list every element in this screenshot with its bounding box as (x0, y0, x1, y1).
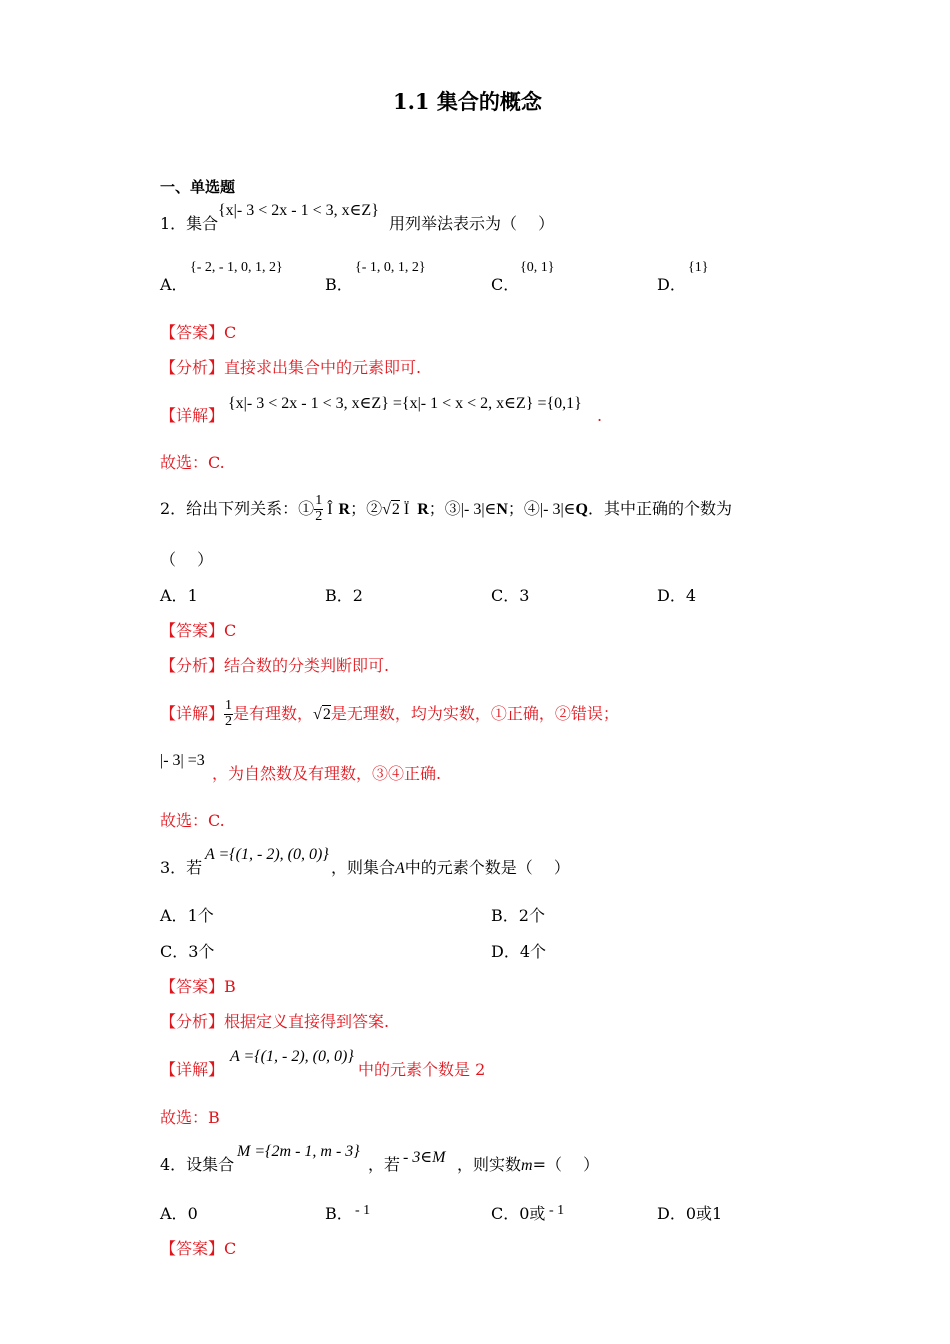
question-3-analysis (160, 1014, 389, 1030)
question-2-rel-2: Ï (403, 501, 410, 518)
question-2-option-d[interactable]: D．4 (657, 586, 697, 605)
analysis-text: 结合数的分类判断即可. (224, 656, 390, 675)
question-3-option-a[interactable]: A．1个 (160, 906, 214, 925)
question-3-detail-tag: 【详解】 (160, 1060, 225, 1079)
set-r-1: R (338, 501, 351, 518)
question-1-detail-expr: {x|- 3 < 2x - 1 < 3, x∈Z} ={x|- 1 < x < 2, x∈Z} ={0,1} (228, 395, 582, 412)
answer-value: C (224, 621, 237, 640)
set-n: N (496, 501, 508, 518)
question-2-analysis (160, 658, 389, 674)
var-m: m (521, 1157, 533, 1174)
question-2-rel-1: Î (327, 501, 333, 518)
question-2-prefix: 2．给出下列关系：① (160, 499, 315, 518)
question-3-detail-set: A ={(1, - 2), (0, 0)} (230, 1048, 354, 1065)
question-1-option-a-label: A． (160, 275, 188, 294)
answer-tag: 【答案】 (160, 323, 225, 342)
question-1-suffix: 用列举法表示为（ ） (389, 214, 555, 233)
question-2-option-c[interactable]: C．3 (491, 586, 530, 605)
detail-tag: 【详解】 (160, 704, 225, 723)
question-4-option-a[interactable]: A．0 (160, 1204, 198, 1223)
question-2-sep-1: ；② (350, 499, 383, 518)
answer-tag: 【答案】 (160, 1239, 225, 1258)
question-1-option-c-label: C． (491, 275, 520, 294)
analysis-text: 直接求出集合中的元素即可. (224, 358, 422, 377)
question-3-option-d[interactable]: D．4个 (491, 942, 547, 961)
section-heading: 一、单选题 (160, 178, 236, 196)
question-4-option-b-label: B． (325, 1204, 353, 1223)
question-2-rel-3: |- 3|∈ (460, 501, 497, 518)
question-4-prefix: 4．设集合 (160, 1155, 235, 1174)
answer-tag: 【答案】 (160, 977, 225, 996)
question-1-detail-tag: 【详解】 (160, 406, 225, 425)
analysis-text: 根据定义直接得到答案. (224, 1012, 390, 1031)
question-1-option-b-label: B． (325, 275, 353, 294)
question-1-choice: 故选：C. (160, 453, 225, 472)
answer-tag: 【答案】 (160, 621, 225, 640)
question-4-mid: ，若 (368, 1155, 401, 1174)
question-4-option-c[interactable]: C．0或 (491, 1204, 546, 1223)
question-2-suffix: ．其中正确的个数为 (587, 499, 732, 518)
question-3-suffix: ，则集合A中的元素个数是（ ） (331, 858, 570, 877)
set-q: Q (575, 501, 588, 518)
question-4-set: M ={2m - 1, m - 3} (237, 1143, 360, 1160)
question-1-option-d[interactable]: {1} (688, 260, 709, 275)
question-1-option-c[interactable]: {0, 1} (520, 260, 555, 275)
question-1-set: {x|- 3 < 2x - 1 < 3, x∈Z} (218, 202, 379, 219)
question-2-option-a[interactable]: A．1 (160, 586, 198, 605)
question-2-detail (160, 688, 619, 741)
analysis-tag: 【分析】 (160, 656, 225, 675)
question-2-option-b[interactable]: B．2 (325, 586, 363, 605)
question-2-detail-text: ，为自然数及有理数，③④正确. (212, 764, 442, 783)
question-2-stem (160, 486, 732, 533)
analysis-tag: 【分析】 (160, 1012, 225, 1031)
analysis-tag: 【分析】 (160, 358, 225, 377)
question-4-suffix: ，则实数m=（ ） (457, 1155, 600, 1174)
question-3-set: A ={(1, - 2), (0, 0)} (205, 846, 329, 863)
answer-value: C (224, 1239, 237, 1258)
question-1-analysis (160, 360, 421, 376)
question-2-sep-3: ；④ (507, 499, 540, 518)
question-1-answer (160, 325, 236, 341)
question-3-option-c[interactable]: C．3个 (160, 942, 215, 961)
question-1-option-a[interactable]: {- 2, - 1, 0, 1, 2} (190, 260, 283, 275)
question-1-option-b[interactable]: {- 1, 0, 1, 2} (355, 260, 426, 275)
question-2-answer (160, 623, 236, 639)
fraction-one-half: $\frac{1}{2}$ (315, 493, 323, 524)
question-2-paren: （ ） (160, 550, 214, 569)
page-title: 1.1 集合的概念 (393, 89, 542, 114)
question-4-option-b[interactable]: - 1 (355, 1203, 371, 1218)
question-3-option-b[interactable]: B．2个 (491, 906, 545, 925)
question-4-option-d[interactable]: D．0或1 (657, 1204, 723, 1223)
question-2-rel-4: |- 3|∈ (539, 501, 576, 518)
question-2-choice: 故选：C. (160, 811, 225, 830)
question-1-option-d-label: D． (657, 275, 686, 294)
question-1-detail-end: . (597, 406, 603, 425)
question-3-choice: 故选：B (160, 1108, 220, 1127)
var-a: A (395, 860, 405, 877)
question-1-prefix: 1．集合 (160, 214, 219, 233)
detail-text-1: 是有理数， (233, 704, 314, 723)
answer-value: C (224, 323, 237, 342)
question-2-sep-2: ；③ (428, 499, 461, 518)
question-4-option-c-value: - 1 (549, 1203, 565, 1218)
answer-value: B (224, 977, 236, 996)
question-3-answer (160, 979, 236, 995)
question-3-prefix: 3．若 (160, 858, 203, 877)
question-4-answer (160, 1241, 236, 1257)
question-3-detail-text: 中的元素个数是 2 (358, 1060, 486, 1079)
sqrt-two: √2 (313, 706, 331, 723)
sqrt-two: √2 (382, 501, 400, 518)
question-2-detail-expr: |- 3| =3 (160, 752, 205, 769)
detail-text-2: 是无理数，均为实数，①正确，②错误； (330, 704, 619, 723)
set-r-2: R (417, 501, 429, 518)
question-4-cond: - 3∈M (403, 1149, 446, 1166)
fraction-one-half: $\frac{1}{2}$ (225, 698, 233, 729)
